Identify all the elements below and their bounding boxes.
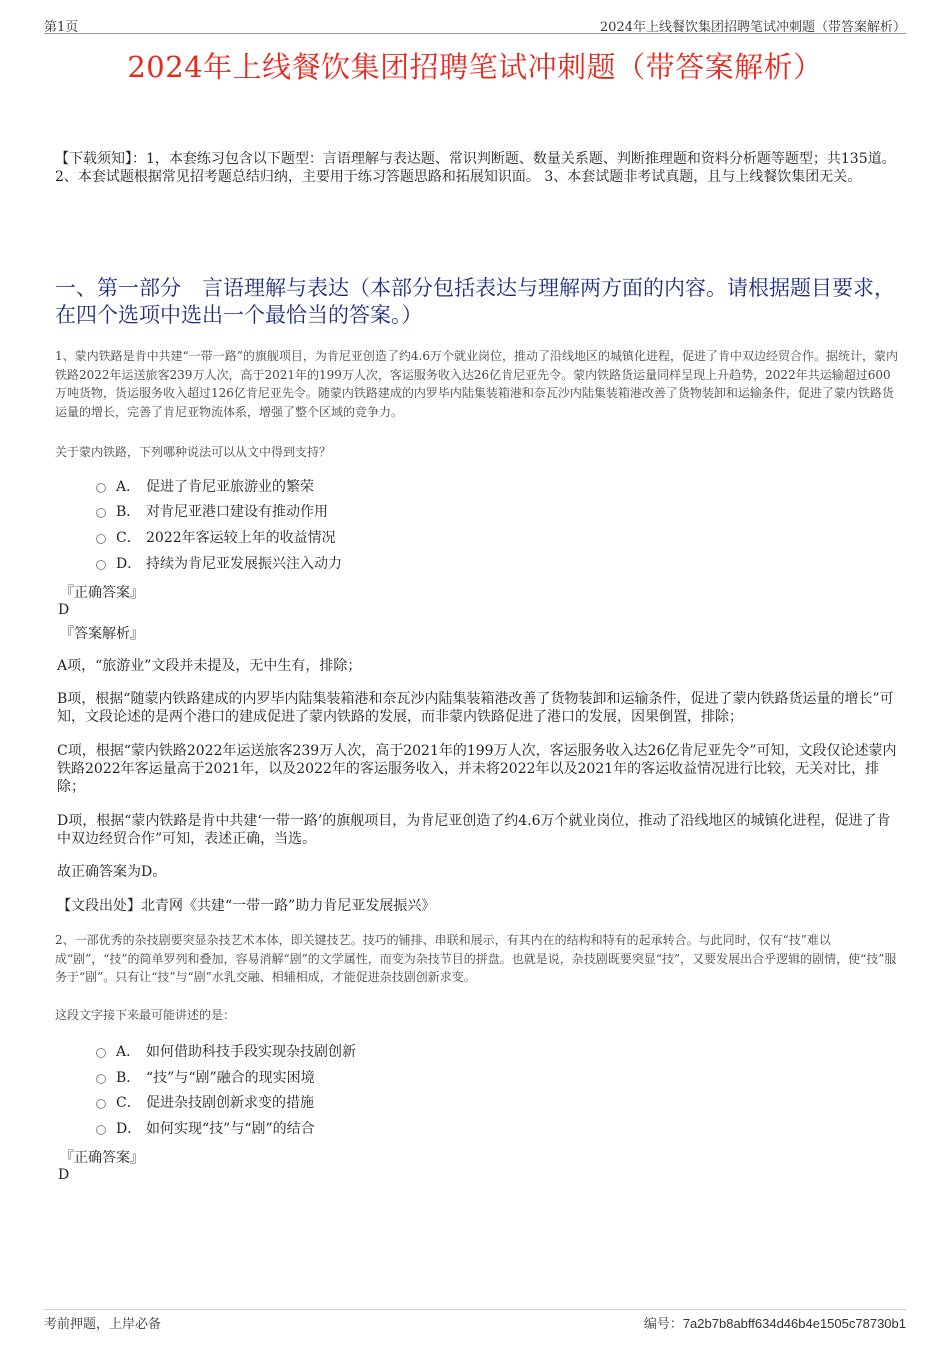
radio-icon[interactable] [96,1099,106,1109]
option-letter: B． [116,504,141,520]
question-2-text: 2、一部优秀的杂技剧要突显杂技艺术本体，即关键技艺。技巧的铺排、串联和展示，有其内在的结构和特有的起承转合。与此同时，仅有“技”难以成“剧”，“技”的简单罗列和叠加，容易消解“剧”的文学属性，而变为杂技节目的拼盘。也就是说，杂技剧既要突显“技”，又要发展出合乎逻辑的剧情，使“技”服务于“剧”。只有让“技”与“剧”水乳交融、相辅相成，才能促进杂技剧创新求变。 [55,933,897,984]
option-text: 如何借助科技手段实现杂技剧创新 [146,1044,356,1060]
q1-source: 【文段出处】北青网《共建“一带一路”助力肯尼亚发展振兴》 [57,898,436,914]
q1-analysis-d: D项，根据“蒙内铁路是肯中共建‘一带一路’的旗舰项目，为肯尼亚创造了约4.6万个就业岗位，推动了沿线地区的城镇化进程，促进了肯中双边经贸合作”可知，表述正确，当选。 [57,813,891,847]
option-text: “技”与“剧”融合的现实困境 [146,1070,315,1086]
q1-analysis-conclusion: 故正确答案为D。 [57,864,167,880]
footer-divider [44,1309,906,1310]
option-letter: D． [116,556,142,572]
option-letter: C． [116,1095,141,1111]
download-notice: 【下载须知】：1，本套练习包含以下题型：言语理解与表达题、常识判断题、数量关系题、判断推理题和资料分析题等题型；共135道。 2、本套试题根据常见招考题总结归纳，主要用于练习答题思路和拓展知识面。 3、本套试题非考试真题，且与上线餐饮集团无关。 [55,151,896,185]
q1-analysis-b: B项，根据“随蒙内铁路建成的内罗毕内陆集装箱港和奈瓦沙内陆集装箱港改善了货物装卸和运输条件，促进了蒙内铁路货运量的增长”可知，文段论述的是两个港口的建成促进了蒙内铁路的发展，而非蒙内铁路促进了港口的发展，因果倒置，排除； [57,691,894,725]
radio-icon[interactable] [96,1048,106,1058]
footer-doc-id: 编号：7a2b7b8abff634d46b4e1505c78730b1 [643,1316,906,1331]
q1-option-b[interactable] [96,500,328,522]
option-text: 如何实现“技”与“剧”的结合 [146,1121,315,1137]
option-letter: D． [116,1121,142,1137]
q1-option-c[interactable] [96,526,336,548]
radio-icon[interactable] [96,1074,106,1084]
q1-analysis-c: C项，根据“蒙内铁路2022年运送旅客239万人次，高于2021年的199万人次，客运服务收入达26亿肯尼亚先令”可知，文段仅论述蒙内铁路2022年客运量高于2021年，以及2022年的客运服务收入，并未将2022年以及2021年的客运收益情况进行比较，无关对比，排除； [57,743,897,795]
header-doc-title: 2024年上线餐饮集团招聘笔试冲刺题（带答案解析） [599,20,906,35]
option-letter: A． [116,479,141,495]
q1-analysis-a: A项，“旅游业”文段并未提及，无中生有，排除； [57,658,362,674]
header-divider [44,33,906,34]
radio-icon[interactable] [96,560,106,570]
question-1-text: 1、蒙内铁路是肯中共建“一带一路”的旗舰项目，为肯尼亚创造了约4.6万个就业岗位，推动了沿线地区的城镇化进程，促进了肯中双边经贸合作。据统计，蒙内铁路2022年运送旅客239万人次，高于2021年的199万人次，客运服务收入达26亿肯尼亚先令。蒙内铁路货运量同样呈现上升趋势，2022年共运输超过600万吨货物，货运服务收入超过126亿肯尼亚先令。随蒙内铁路建成的内罗毕内陆集装箱港和奈瓦沙内陆集装箱港改善了货物装卸和运输条件，促进了蒙内铁路货运量的增长，完善了肯尼亚物流体系，增强了整个区域的竞争力。 [55,349,898,419]
q1-option-a[interactable] [96,475,314,497]
q1-answer-label: 『正确答案』 [60,585,144,601]
q1-option-d[interactable] [96,552,342,574]
q2-answer-label: 『正确答案』 [60,1150,144,1166]
option-text: 促进了肯尼亚旅游业的繁荣 [146,479,314,495]
option-text: 2022年客运较上年的收益情况 [146,530,336,546]
radio-icon[interactable] [96,508,106,518]
footer-slogan: 考前押题，上岸必备 [44,1317,162,1332]
q2-option-c[interactable] [96,1091,314,1113]
radio-icon[interactable] [96,534,106,544]
page-title: 2024年上线餐饮集团招聘笔试冲刺题（带答案解析） [127,50,823,84]
option-letter: A． [116,1044,141,1060]
q1-analysis-label: 『答案解析』 [60,626,144,642]
option-letter: B． [116,1070,141,1086]
q2-option-b[interactable] [96,1066,315,1088]
q2-answer: D [58,1167,70,1183]
question-2-prompt: 这段文字接下来最可能讲述的是： [55,1008,236,1022]
section-heading: 一、第一部分 言语理解与表达（本部分包括表达与理解两方面的内容。请根据题目要求，在四个选项中选出一个最恰当的答案。） [55,276,895,327]
option-text: 促进杂技剧创新求变的措施 [146,1095,314,1111]
option-letter: C． [116,530,141,546]
radio-icon[interactable] [96,483,106,493]
q2-option-a[interactable] [96,1040,356,1062]
q2-option-d[interactable] [96,1117,315,1139]
q1-answer: D [58,602,70,618]
option-text: 持续为肯尼亚发展振兴注入动力 [146,556,342,572]
question-1-prompt: 关于蒙内铁路，下列哪种说法可以从文中得到支持？ [55,445,332,459]
page-number: 第1页 [44,20,79,35]
option-text: 对肯尼亚港口建设有推动作用 [146,504,328,520]
radio-icon[interactable] [96,1125,106,1135]
